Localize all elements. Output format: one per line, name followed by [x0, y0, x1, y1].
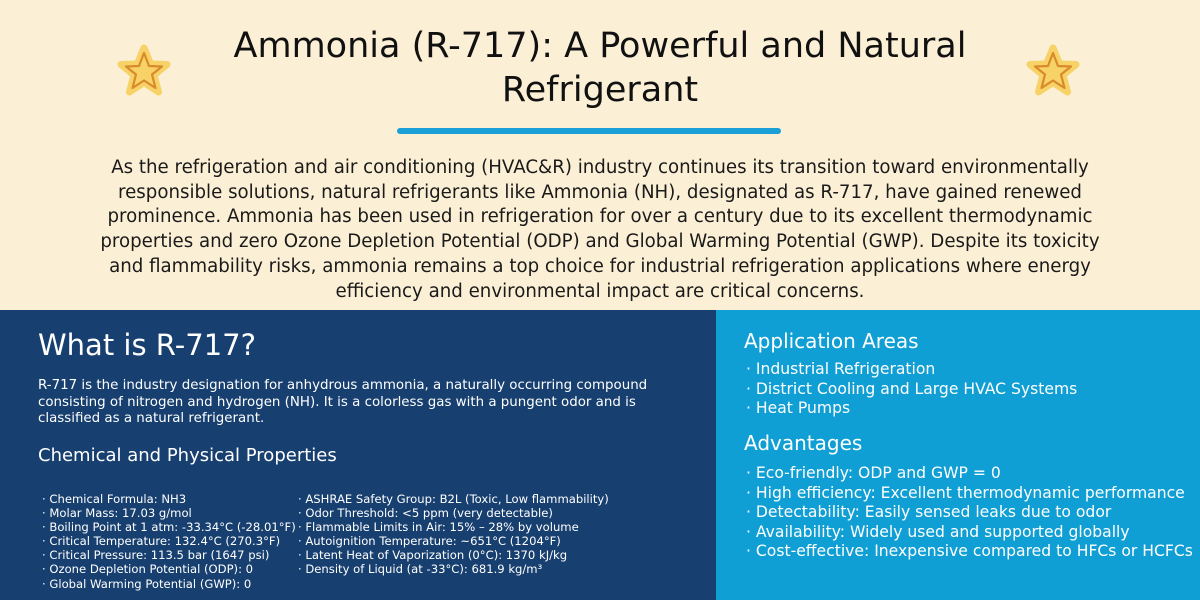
properties-list-right: [298, 492, 698, 577]
properties-heading: Chemical and Physical Properties: [38, 445, 337, 466]
advantage-item: · Eco-friendly: ODP and GWP = 0: [746, 464, 1193, 484]
applications-heading: Application Areas: [744, 329, 919, 353]
what-is-panel: [0, 310, 716, 600]
property-item: · Odor Threshold: <5 ppm (very detectable): [298, 506, 698, 520]
title-underline: [397, 128, 781, 134]
properties-list-left: [42, 492, 296, 591]
property-item: · Density of Liquid (at -33°C): 681.9 kg/m³: [298, 562, 698, 576]
property-item: · Molar Mass: 17.03 g/mol: [42, 506, 292, 520]
property-item: · Ozone Depletion Potential (ODP): 0: [42, 562, 292, 576]
page-title: Ammonia (R-717): A Powerful and Natural Refrigerant: [233, 26, 967, 110]
advantage-item: · High efficiency: Excellent thermodynamic performance: [746, 484, 1193, 504]
property-item: · Flammable Limits in Air: 15% – 28% by volume: [298, 520, 698, 534]
application-item: · Heat Pumps: [746, 399, 1077, 419]
property-item: · Global Warming Potential (GWP): 0: [42, 577, 292, 591]
star-icon: [116, 44, 172, 100]
property-item: · Critical Temperature: 132.4°C (270.3°F): [42, 534, 292, 548]
what-is-heading: What is R-717?: [38, 328, 256, 362]
star-icon: [1025, 44, 1081, 100]
side-panel: [716, 310, 1200, 600]
advantage-item: · Detectability: Easily sensed leaks due to odor: [746, 503, 1193, 523]
property-item: · ASHRAE Safety Group: B2L (Toxic, Low flammability): [298, 492, 698, 506]
advantage-item: · Cost-effective: Inexpensive compared to HFCs or HCFCs: [746, 542, 1193, 562]
application-item: · Industrial Refrigeration: [746, 360, 1077, 380]
property-item: · Latent Heat of Vaporization (0°C): 1370 kJ/kg: [298, 548, 698, 562]
what-is-description: R-717 is the industry designation for anhydrous ammonia, a naturally occurring compound consisting of nitrogen and hydrogen (NH). It is a colorless gas with a pungent odor and is classified as a natural refrigerant.: [38, 378, 648, 427]
advantage-item: · Availability: Widely used and supported globally: [746, 523, 1193, 543]
property-item: · Chemical Formula: NH3: [42, 492, 292, 506]
advantages-list: [746, 464, 1193, 562]
intro-paragraph: As the refrigeration and air conditioning (HVAC&R) industry continues its transition toward environmentally responsible solutions, natural refrigerants like Ammonia (NH), designated as R-717, have gained renewed prominence. Ammonia has been used in refrigeration for over a century due to its excellent thermodynamic properties and zero Ozone Depletion Potential (ODP) and Global Warming Potential (GWP). Despite its toxicity and flammability risks, ammonia remains a top choice for industrial refrigeration applications where energy efficiency and environmental impact are critical concerns.: [100, 157, 1100, 302]
application-item: · District Cooling and Large HVAC Systems: [746, 380, 1077, 400]
property-item: · Autoignition Temperature: ~651°C (1204°F): [298, 534, 698, 548]
property-item: · Critical Pressure: 113.5 bar (1647 psi): [42, 548, 292, 562]
applications-list: [746, 360, 1077, 419]
property-item: · Boiling Point at 1 atm: -33.34°C (-28.01°F): [42, 520, 292, 534]
advantages-heading: Advantages: [744, 431, 863, 455]
